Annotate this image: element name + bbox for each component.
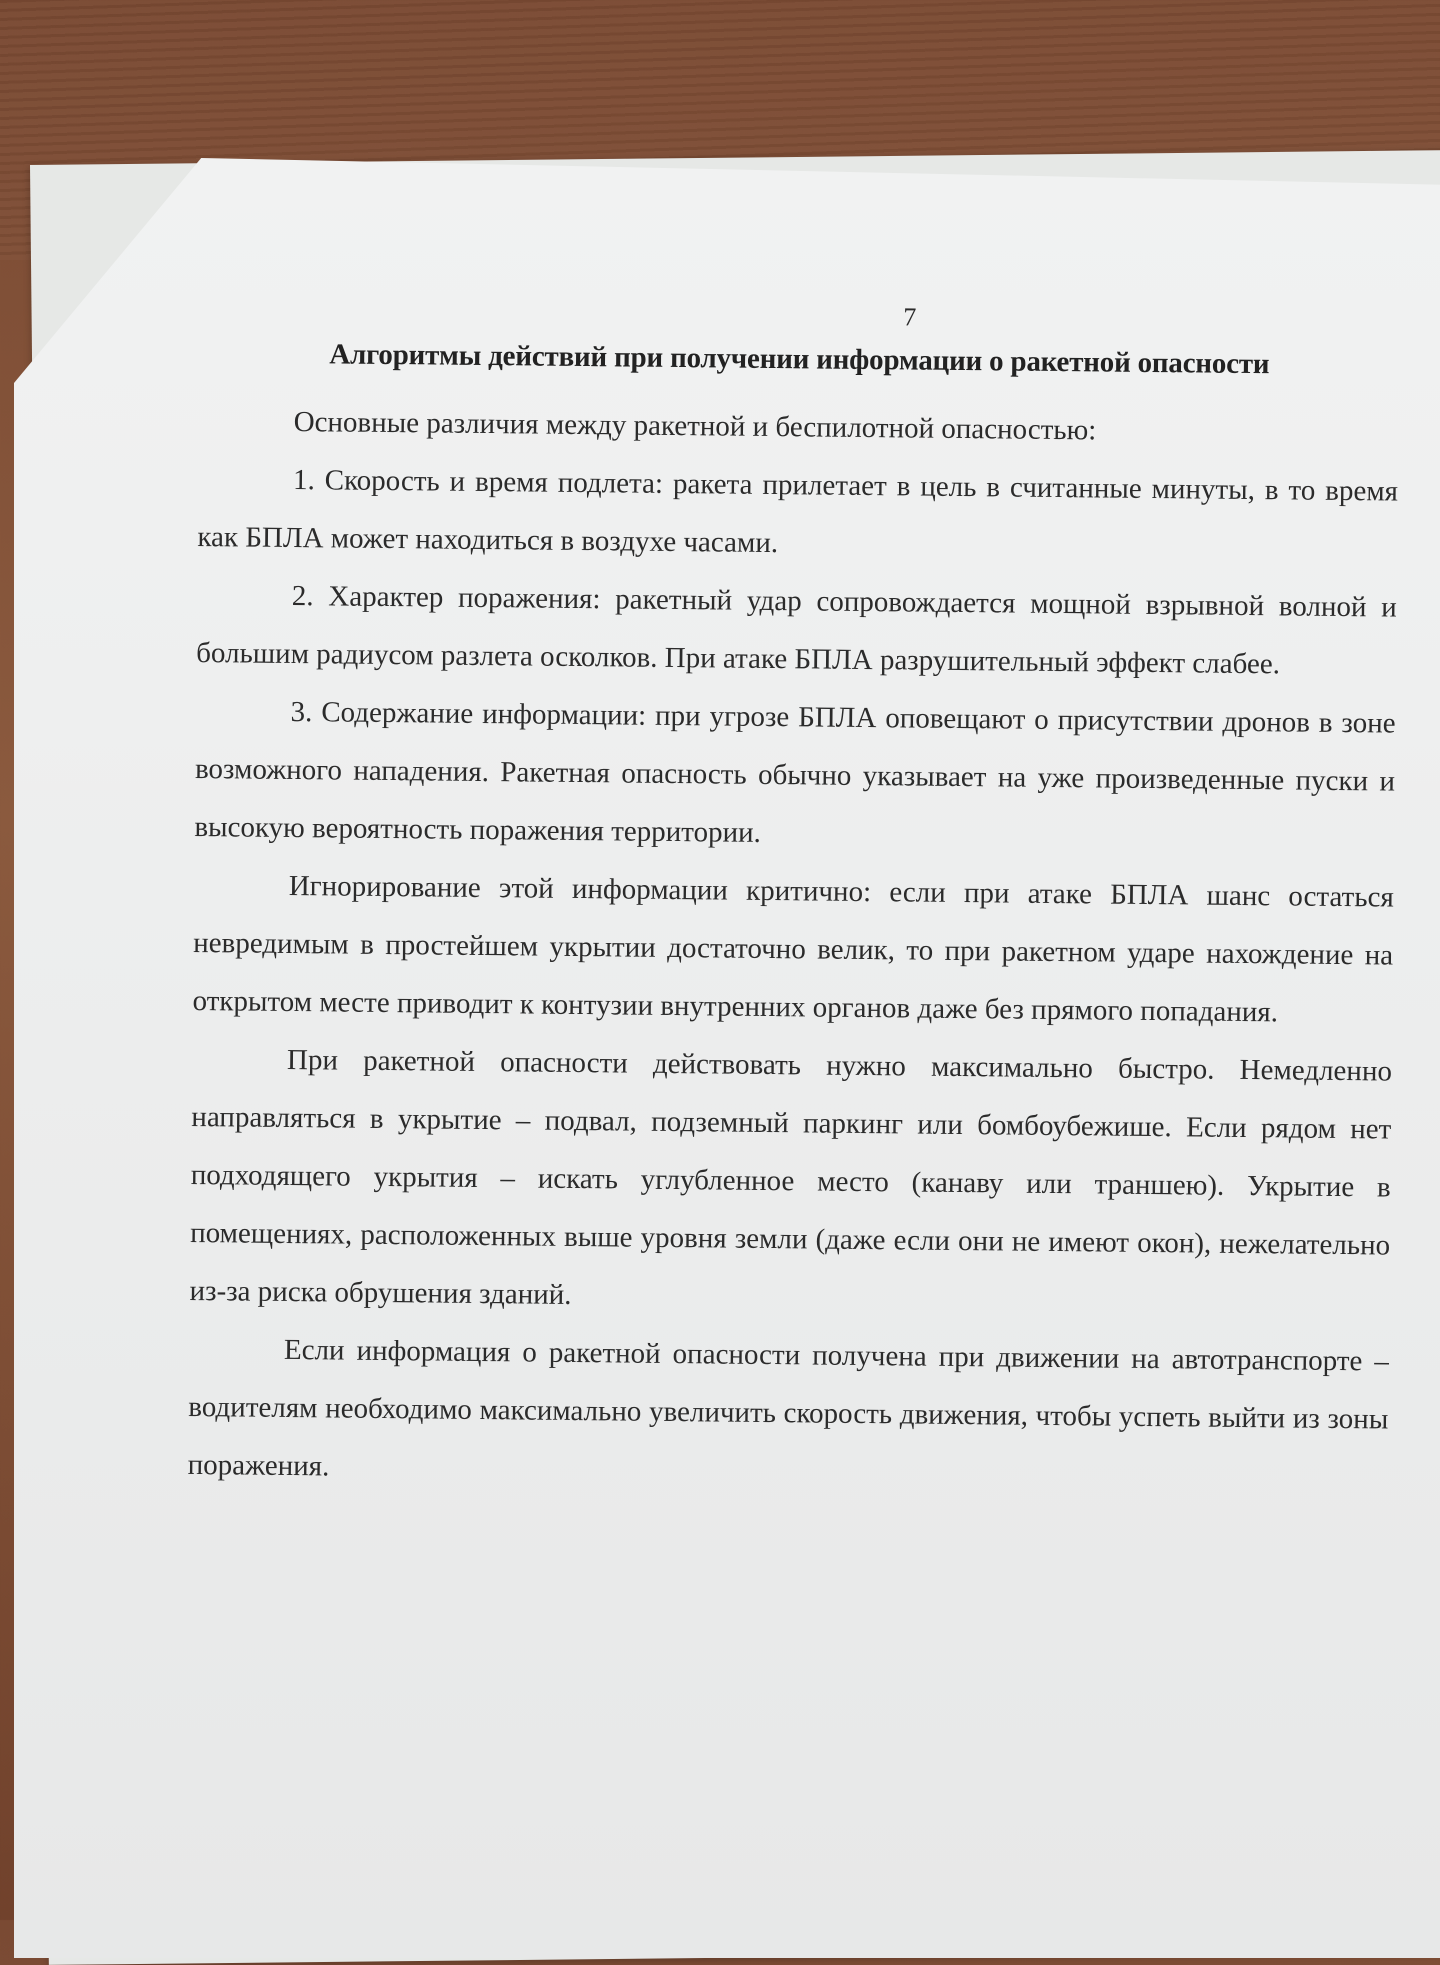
paragraph: 3. Содержание информации: при угрозе БПЛА оповещают о присутствии дронов в зоне возможного нападения. Ракетная опасность обычно указывает на уже произведенные пуски и высокую вероятность поражения территории. [194, 695, 1396, 849]
paragraph: Игнорирование этой информации критично: если при атаке БПЛА шанс остаться невредимым в простейшем укрытии достаточно велик, то при ракетном ударе нахождение на открытом месте приводит к контузии внутренних органов даже без прямого попадания. [192, 869, 1394, 1029]
paragraph: 1. Скорость и время подлета: ракета прилетает в цель в считанные минуты, в то время как БПЛА может находиться в воздухе часами. [197, 463, 1399, 560]
paragraph: 2. Характер поражения: ракетный удар сопровождается мощной взрывной волной и большим радиусом разлета осколков. При атаке БПЛА разрушительный эффект слабее. [196, 579, 1397, 681]
paragraph: При ракетной опасности действовать нужно максимально быстро. Немедленно направляться в укрытие – подвал, подземный паркинг или бомбоубежише. Если рядом нет подходящего укрытия – искать углубленное место (канаву или траншею). Укрытие в помещениях, расположенных выше уровня земли (даже если они не имеют окон), нежелательно из-за риска обрушения зданий. [189, 1043, 1393, 1311]
page-content [187, 295, 1399, 1507]
page-number: 7 [903, 302, 917, 332]
paragraph: Основные различия между ракетной и беспилотной опасностью: [293, 405, 1097, 447]
paragraph: Если информация о ракетной опасности получена при движении на автотранспорте – водителям необходимо максимально увеличить скорость движения, чтобы успеть выйти из зоны поражения. [187, 1333, 1390, 1483]
page-heading: Алгоритмы действий при получении информации о ракетной опасности [329, 338, 1270, 381]
